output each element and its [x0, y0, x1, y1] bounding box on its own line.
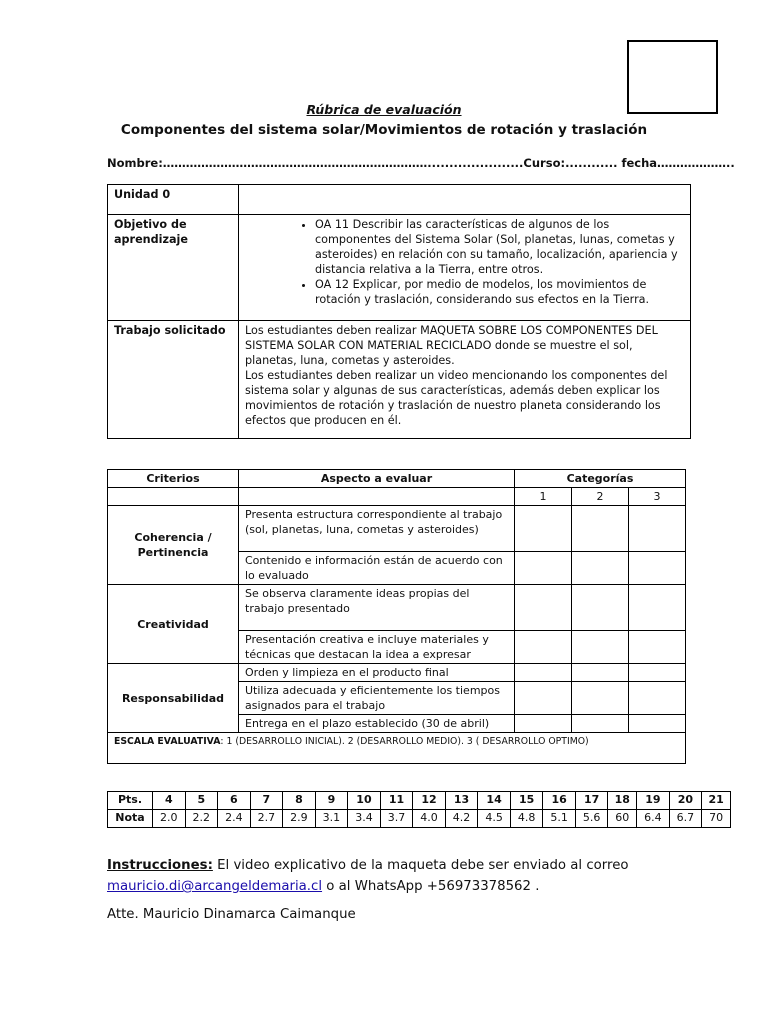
- points-grade-table: [107, 791, 731, 828]
- grade-value: 2.7: [250, 810, 283, 828]
- aspect-text: Se observa claramente ideas propias del trabajo presentado: [239, 585, 515, 631]
- aspecto-header: Aspecto a evaluar: [239, 470, 515, 488]
- points-value: 6: [218, 792, 251, 810]
- objective-item: • OA 12 Explicar, por medio de modelos, los movimientos de rotación y traslación, considerando sus efectos en la Tierra.: [315, 277, 684, 307]
- points-value: 4: [153, 792, 186, 810]
- score-cell[interactable]: [572, 682, 629, 715]
- score-cell[interactable]: [515, 715, 572, 733]
- aspect-text: Entrega en el plazo establecido (30 de abril): [239, 715, 515, 733]
- grade-value: 4.2: [445, 810, 478, 828]
- instructions: [107, 855, 727, 897]
- points-value: 10: [348, 792, 381, 810]
- category-3: 3: [629, 488, 686, 506]
- points-value: 5: [185, 792, 218, 810]
- grade-value: 6.4: [637, 810, 670, 828]
- objective-item: • OA 11 Describir las características de algunos de los componentes del Sistema Solar (Sol, planetas, lunas, cometas y asteroides) en relación con su tamaño, localización, apariencia y distancia relativa a la Tierra, entre otros.: [315, 217, 684, 277]
- page-subtitle: Componentes del sistema solar/Movimientos de rotación y traslación: [120, 122, 648, 138]
- points-value: 17: [575, 792, 608, 810]
- categorias-header: Categorías: [515, 470, 686, 488]
- grade-value: 3.7: [380, 810, 413, 828]
- score-cell[interactable]: [572, 715, 629, 733]
- points-value: 7: [250, 792, 283, 810]
- score-cell[interactable]: [629, 506, 686, 552]
- objectives-list: [245, 217, 684, 307]
- points-value: 9: [315, 792, 348, 810]
- unidad-label: Unidad 0: [108, 185, 239, 215]
- empty-cell: [108, 488, 239, 506]
- score-cell[interactable]: [572, 585, 629, 631]
- trabajo-label: Trabajo solicitado: [108, 321, 239, 439]
- trabajo-paragraph: Los estudiantes deben realizar un video mencionando los componentes del sistema solar y algunas de sus características, además deben explicar los movimientos de rotación y traslación de nuestro planeta considerando los efectos que producen en él.: [245, 369, 668, 427]
- criterion-name: Responsabilidad: [108, 664, 239, 733]
- scale-row: [108, 733, 686, 764]
- signature: Atte. Mauricio Dinamarca Caimanque: [107, 907, 356, 922]
- score-cell[interactable]: [629, 715, 686, 733]
- points-value: 19: [637, 792, 670, 810]
- criterion-name: Coherencia / Pertinencia: [108, 506, 239, 585]
- score-cell[interactable]: [629, 631, 686, 664]
- instructions-text: El video explicativo de la maqueta debe ser enviado al correo: [212, 858, 629, 873]
- criterios-header: Criterios: [108, 470, 239, 488]
- score-cell[interactable]: [629, 664, 686, 682]
- points-value: 16: [543, 792, 576, 810]
- points-value: 12: [413, 792, 446, 810]
- grade-value: 4.8: [510, 810, 543, 828]
- trabajo-paragraph: Los estudiantes deben realizar MAQUETA SOBRE LOS COMPONENTES DEL SISTEMA SOLAR CON MATERIAL RECICLADO donde se muestre el sol, planetas, luna, cometas y asteroides.: [245, 324, 658, 367]
- grade-value: 5.6: [575, 810, 608, 828]
- grade-value: 2.4: [218, 810, 251, 828]
- aspect-text: Contenido e información están de acuerdo con lo evaluado: [239, 552, 515, 585]
- aspect-text: Presentación creativa e incluye materiales y técnicas que destacan la idea a expresar: [239, 631, 515, 664]
- instructions-text-2: o al WhatsApp +56973378562 .: [322, 879, 540, 894]
- points-value: 21: [702, 792, 731, 810]
- score-cell[interactable]: [515, 682, 572, 715]
- points-value: 18: [608, 792, 637, 810]
- points-value: 8: [283, 792, 316, 810]
- scale-text: : 1 (DESARROLLO INICIAL). 2 (DESARROLLO MEDIO). 3 ( DESARROLLO OPTIMO): [220, 736, 589, 747]
- score-cell[interactable]: [572, 664, 629, 682]
- info-table: [107, 184, 691, 439]
- name-course-date-line: Nombre:……………………………………………………………......................Curso:............ fecha………………..: [107, 156, 735, 170]
- grade-value: 3.4: [348, 810, 381, 828]
- category-1: 1: [515, 488, 572, 506]
- grade-value: 2.2: [185, 810, 218, 828]
- objetivo-label: Objetivo de aprendizaje: [108, 215, 239, 321]
- grades-row: [108, 810, 731, 828]
- score-cell[interactable]: [515, 631, 572, 664]
- instructions-label: Instrucciones:: [107, 858, 213, 873]
- score-cell[interactable]: [515, 506, 572, 552]
- grade-value: 2.9: [283, 810, 316, 828]
- grade-value: 4.0: [413, 810, 446, 828]
- grade-value: 6.7: [669, 810, 702, 828]
- score-cell[interactable]: [629, 552, 686, 585]
- score-cell[interactable]: [572, 506, 629, 552]
- aspect-text: Utiliza adecuada y eficientemente los tiempos asignados para el trabajo: [239, 682, 515, 715]
- score-cell[interactable]: [515, 585, 572, 631]
- score-cell[interactable]: [515, 664, 572, 682]
- points-value: 11: [380, 792, 413, 810]
- score-cell[interactable]: [629, 585, 686, 631]
- grade-value: 70: [702, 810, 731, 828]
- points-value: 13: [445, 792, 478, 810]
- nota-label: Nota: [108, 810, 153, 828]
- trabajo-cell: [239, 321, 691, 439]
- scale-label: ESCALA EVALUATIVA: [114, 736, 221, 747]
- objectives-cell: [239, 215, 691, 321]
- criterion-name: Creatividad: [108, 585, 239, 664]
- score-cell[interactable]: [629, 682, 686, 715]
- points-value: 15: [510, 792, 543, 810]
- pts-label: Pts.: [108, 792, 153, 810]
- email-link[interactable]: mauricio.di@arcangeldemaria.cl: [107, 879, 323, 894]
- grade-value: 2.0: [153, 810, 186, 828]
- grade-value: 4.5: [478, 810, 511, 828]
- category-2: 2: [572, 488, 629, 506]
- empty-cell: [239, 488, 515, 506]
- grade-value: 5.1: [543, 810, 576, 828]
- score-cell[interactable]: [515, 552, 572, 585]
- aspect-text: Orden y limpieza en el producto final: [239, 664, 515, 682]
- points-value: 14: [478, 792, 511, 810]
- unidad-value: [239, 185, 691, 215]
- points-row: [108, 792, 731, 810]
- grade-value: 60: [608, 810, 637, 828]
- aspect-text: Presenta estructura correspondiente al trabajo (sol, planetas, luna, cometas y asteroides): [239, 506, 515, 552]
- score-cell[interactable]: [572, 552, 629, 585]
- points-value: 20: [669, 792, 702, 810]
- rubric-table: [107, 469, 686, 764]
- page-title: Rúbrica de evaluación: [306, 102, 462, 117]
- grade-value: 3.1: [315, 810, 348, 828]
- score-cell[interactable]: [572, 631, 629, 664]
